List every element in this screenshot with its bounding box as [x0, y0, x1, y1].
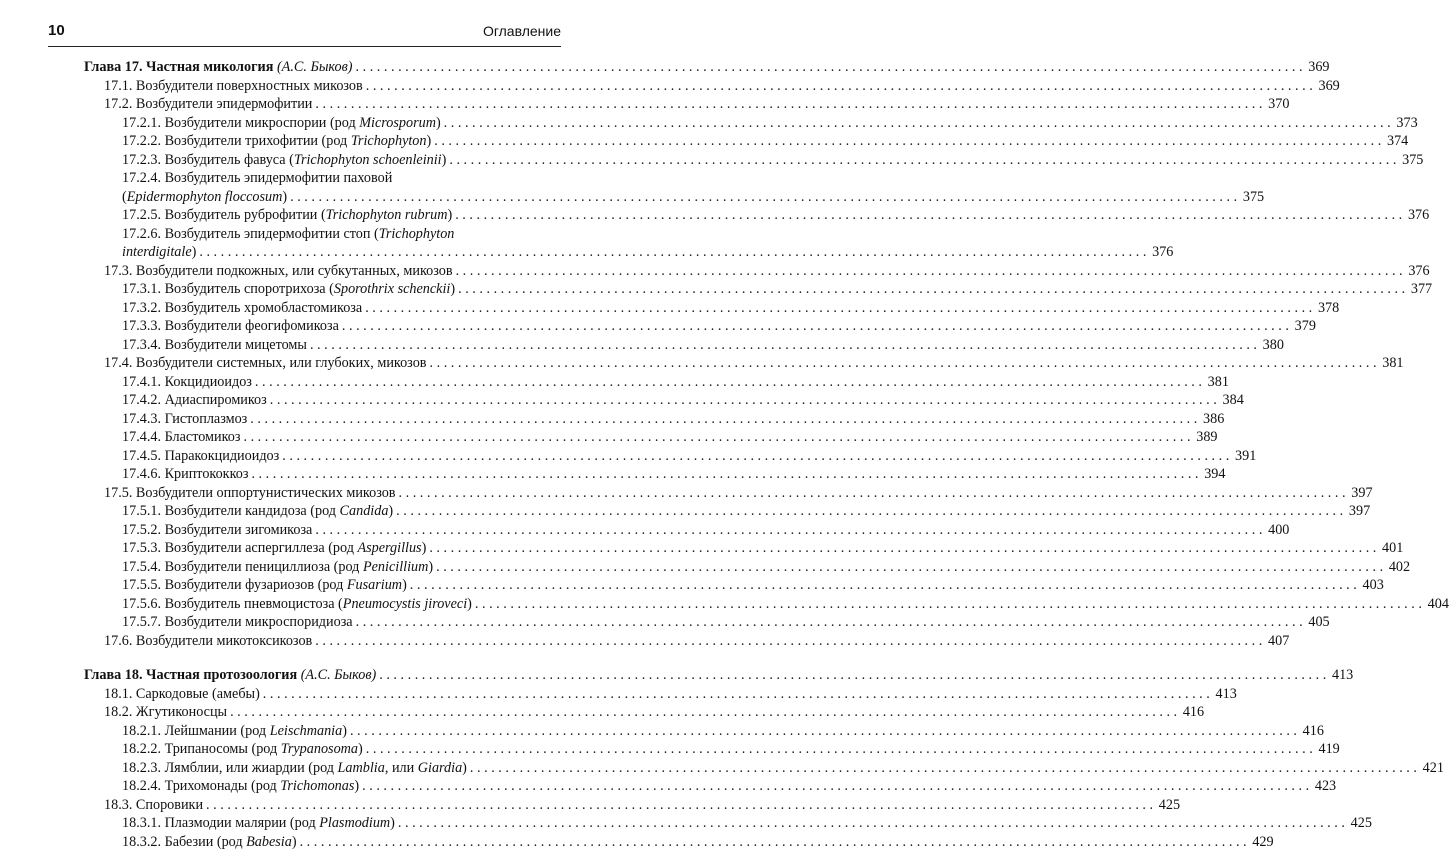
- entry-title: 18.3.1. Плазмодии малярии (род Plasmodium): [122, 814, 395, 833]
- toc-entry[interactable]: [122, 521, 532, 540]
- page-ref: 407: [1265, 632, 1289, 651]
- toc-entry[interactable]: [104, 632, 532, 651]
- entry-title: 17.4.1. Кокцидиоидоз: [122, 373, 252, 392]
- page-ref: 378: [1315, 299, 1339, 318]
- page-ref: 425: [1156, 796, 1180, 815]
- leader-dots: [398, 814, 1345, 833]
- entry-title: 18.2.3. Лямблии, или жиардии (род Lamblia, или Giardia): [122, 759, 467, 778]
- toc-entry[interactable]: [122, 132, 532, 151]
- toc-entry[interactable]: [104, 484, 532, 503]
- toc-entry[interactable]: [122, 151, 532, 170]
- leader-dots: [444, 114, 1391, 133]
- toc-entry[interactable]: [122, 777, 532, 796]
- entry-title: (Epidermophyton floccosum): [122, 188, 287, 207]
- entry-title: 17.3.1. Возбудитель споротрихоза (Sporothrix schenckii): [122, 280, 455, 299]
- toc-entry[interactable]: [122, 206, 532, 225]
- entry-title: 17.5. Возбудители оппортунистических микозов: [104, 484, 396, 503]
- page-ref: 397: [1349, 484, 1373, 503]
- toc-entry[interactable]: [122, 613, 532, 632]
- toc-entry[interactable]: [122, 410, 532, 429]
- leader-dots: [434, 132, 1381, 151]
- page-ref: 401: [1379, 539, 1403, 558]
- toc-entry[interactable]: [104, 262, 532, 281]
- page-ref: 389: [1194, 428, 1218, 447]
- entry-title: 18.2. Жгутиконосцы: [104, 703, 227, 722]
- toc-entry[interactable]: [122, 539, 532, 558]
- toc-entry-continuation[interactable]: [122, 243, 532, 262]
- toc-entry[interactable]: [104, 703, 532, 722]
- entry-title: 17.4.6. Криптококкоз: [122, 465, 248, 484]
- toc-entry[interactable]: [122, 299, 532, 318]
- page-ref: 373: [1394, 114, 1418, 133]
- page-ref: 369: [1316, 77, 1340, 96]
- toc-entry[interactable]: [122, 558, 532, 577]
- toc-entry-line[interactable]: 17.2.6. Возбудитель эпидермофитии стоп (Trichophyton: [122, 225, 532, 244]
- toc-entry[interactable]: [104, 685, 532, 704]
- leader-dots: [410, 576, 1357, 595]
- page-ref: 380: [1260, 336, 1284, 355]
- toc-chapter-18[interactable]: [84, 666, 532, 685]
- page-ref: 377: [1408, 280, 1432, 299]
- toc-entry[interactable]: [122, 391, 532, 410]
- page-ref: 423: [1312, 777, 1336, 796]
- entry-title: 17.4.3. Гистоплазмоз: [122, 410, 247, 429]
- leader-dots: [429, 539, 1376, 558]
- toc-entry[interactable]: [122, 373, 532, 392]
- leader-dots: [430, 354, 1377, 373]
- leader-dots: [456, 262, 1403, 281]
- page-ref: 413: [1329, 666, 1353, 685]
- toc-entry[interactable]: [122, 576, 532, 595]
- leader-dots: [230, 703, 1177, 722]
- entry-title: 17.2.5. Возбудитель руброфитии (Trichophyton rubrum): [122, 206, 452, 225]
- entry-title: 17.4.4. Бластомикоз: [122, 428, 240, 447]
- running-head: Оглавление: [483, 23, 561, 39]
- leader-dots: [449, 151, 1396, 170]
- leader-dots: [362, 777, 1309, 796]
- page-ref: 374: [1384, 132, 1408, 151]
- page-ref: 376: [1406, 262, 1430, 281]
- leader-dots: [396, 502, 1343, 521]
- entry-title: 17.5.3. Возбудители аспергиллеза (род Aspergillus): [122, 539, 426, 558]
- toc-entry-continuation[interactable]: [122, 188, 532, 207]
- page: [0, 0, 600, 750]
- toc-entry[interactable]: [122, 833, 532, 851]
- leader-dots: [315, 521, 1262, 540]
- page-ref: 375: [1240, 188, 1264, 207]
- page-ref: 402: [1386, 558, 1410, 577]
- toc-entry[interactable]: [122, 114, 532, 133]
- leader-dots: [243, 428, 1190, 447]
- toc-entry[interactable]: [122, 280, 532, 299]
- entry-title: 18.3.2. Бабезии (род Babesia): [122, 833, 297, 851]
- page-ref: 421: [1420, 759, 1444, 778]
- page-ref: 429: [1250, 833, 1274, 851]
- page-ref: 370: [1265, 95, 1289, 114]
- page-ref: 405: [1306, 613, 1330, 632]
- entry-title: 17.2. Возбудители эпидермофитии: [104, 95, 312, 114]
- entry-title: 17.4. Возбудители системных, или глубоких, микозов: [104, 354, 427, 373]
- entry-title: 17.3.2. Возбудитель хромобластомикоза: [122, 299, 362, 318]
- chapter-author: (А.С. Быков): [277, 59, 353, 75]
- entry-title: 18.3. Споровики: [104, 796, 203, 815]
- leader-dots: [356, 58, 1303, 77]
- table-of-contents: [84, 58, 532, 851]
- page-ref: 400: [1265, 521, 1289, 540]
- page-ref: 413: [1213, 685, 1237, 704]
- entry-title: 17.4.5. Паракокцидиоидоз: [122, 447, 279, 466]
- page-ref: 416: [1180, 703, 1204, 722]
- toc-entry[interactable]: [122, 502, 532, 521]
- page-ref: 376: [1149, 243, 1173, 262]
- entry-title: 17.1. Возбудители поверхностных микозов: [104, 77, 363, 96]
- chapter-title: Глава 18. Частная протозоология: [84, 667, 297, 683]
- leader-dots: [315, 632, 1262, 651]
- leader-dots: [366, 77, 1313, 96]
- entry-title: interdigitale): [122, 243, 196, 262]
- toc-entry[interactable]: [104, 354, 532, 373]
- leader-dots: [270, 391, 1217, 410]
- toc-entry[interactable]: [122, 814, 532, 833]
- leader-dots: [282, 447, 1229, 466]
- page-header: [48, 18, 561, 47]
- toc-entry[interactable]: [122, 759, 532, 778]
- toc-entry[interactable]: [104, 77, 532, 96]
- entry-title: 17.3.3. Возбудители феогифомикоза: [122, 317, 339, 336]
- page-ref: 376: [1405, 206, 1429, 225]
- page-ref: 404: [1425, 595, 1449, 614]
- toc-entry[interactable]: [122, 447, 532, 466]
- entry-title: 17.5.5. Возбудители фузариозов (род Fusarium): [122, 576, 407, 595]
- entry-title: 17.3. Возбудители подкожных, или субкутанных, микозов: [104, 262, 453, 281]
- entry-title: 17.5.6. Возбудитель пневмоцистоза (Pneumocystis jiroveci): [122, 595, 472, 614]
- chapter-title: Глава 17. Частная микология: [84, 59, 273, 75]
- toc-entry[interactable]: [122, 428, 532, 447]
- leader-dots: [251, 465, 1198, 484]
- entry-title: 17.2.1. Возбудители микроспории (род Microsporum): [122, 114, 441, 133]
- page-ref: 391: [1232, 447, 1256, 466]
- page-ref: 394: [1201, 465, 1225, 484]
- page-ref: 419: [1316, 740, 1340, 759]
- entry-title: 17.2.6. Возбудитель эпидермофитии стоп (: [122, 226, 379, 242]
- toc-entry[interactable]: [104, 796, 532, 815]
- leader-dots: [379, 666, 1326, 685]
- entry-title: 18.1. Саркодовые (амебы): [104, 685, 260, 704]
- toc-entry[interactable]: [122, 317, 532, 336]
- leader-dots: [290, 188, 1237, 207]
- leader-dots: [315, 95, 1262, 114]
- toc-chapter-17[interactable]: [84, 58, 532, 77]
- leader-dots: [365, 299, 1312, 318]
- page-ref: 381: [1205, 373, 1229, 392]
- leader-dots: [250, 410, 1197, 429]
- leader-dots: [399, 484, 1346, 503]
- toc-entry[interactable]: [122, 740, 532, 759]
- leader-dots: [300, 833, 1247, 851]
- page-ref: 416: [1300, 722, 1324, 741]
- page-ref: 425: [1348, 814, 1372, 833]
- entry-title: 18.2.1. Лейшмании (род Leischmania): [122, 722, 347, 741]
- toc-entry[interactable]: [122, 336, 532, 355]
- leader-dots: [470, 759, 1417, 778]
- page-ref: 384: [1220, 391, 1244, 410]
- entry-title: 17.2.2. Возбудители трихофитии (род Trichophyton): [122, 132, 431, 151]
- entry-title: 17.5.2. Возбудители зигомикоза: [122, 521, 312, 540]
- entry-title: 17.3.4. Возбудители мицетомы: [122, 336, 307, 355]
- leader-dots: [436, 558, 1383, 577]
- entry-title: 17.5.1. Возбудители кандидоза (род Candida): [122, 502, 393, 521]
- toc-entry[interactable]: [122, 465, 532, 484]
- leader-dots: [455, 206, 1402, 225]
- entry-title: 17.2.3. Возбудитель фавуса (Trichophyton schoenleinii): [122, 151, 446, 170]
- page-ref: 397: [1346, 502, 1370, 521]
- entry-title: 18.2.2. Трипаносомы (род Trypanosoma): [122, 740, 363, 759]
- page-ref: 386: [1200, 410, 1224, 429]
- leader-dots: [342, 317, 1289, 336]
- leader-dots: [310, 336, 1257, 355]
- page-ref: 381: [1380, 354, 1404, 373]
- toc-entry-line[interactable]: [122, 169, 532, 188]
- leader-dots: [475, 595, 1422, 614]
- leader-dots: [206, 796, 1153, 815]
- leader-dots: [199, 243, 1146, 262]
- spacer: [84, 650, 532, 666]
- page-ref: 369: [1306, 58, 1330, 77]
- entry-title: 17.5.7. Возбудители микроспоридиоза: [122, 613, 353, 632]
- entry-title: 17.4.2. Адиаспиромикоз: [122, 391, 267, 410]
- toc-entry[interactable]: [122, 595, 532, 614]
- page-ref: 379: [1292, 317, 1316, 336]
- entry-title: 17.6. Возбудители микотоксикозов: [104, 632, 312, 651]
- toc-entry[interactable]: [122, 722, 532, 741]
- toc-entry[interactable]: [104, 95, 532, 114]
- page-number: 10: [48, 22, 65, 39]
- leader-dots: [366, 740, 1313, 759]
- leader-dots: [356, 613, 1303, 632]
- leader-dots: [350, 722, 1297, 741]
- chapter-author: (А.С. Быков): [301, 667, 377, 683]
- entry-title: 17.5.4. Возбудители пенициллиоза (род Penicillium): [122, 558, 433, 577]
- entry-title: 17.2.4. Возбудитель эпидермофитии паховой: [122, 170, 392, 186]
- page-ref: 403: [1360, 576, 1384, 595]
- leader-dots: [458, 280, 1405, 299]
- page-ref: 375: [1399, 151, 1423, 170]
- leader-dots: [255, 373, 1202, 392]
- entry-title: 18.2.4. Трихомонады (род Trichomonas): [122, 777, 359, 796]
- leader-dots: [263, 685, 1210, 704]
